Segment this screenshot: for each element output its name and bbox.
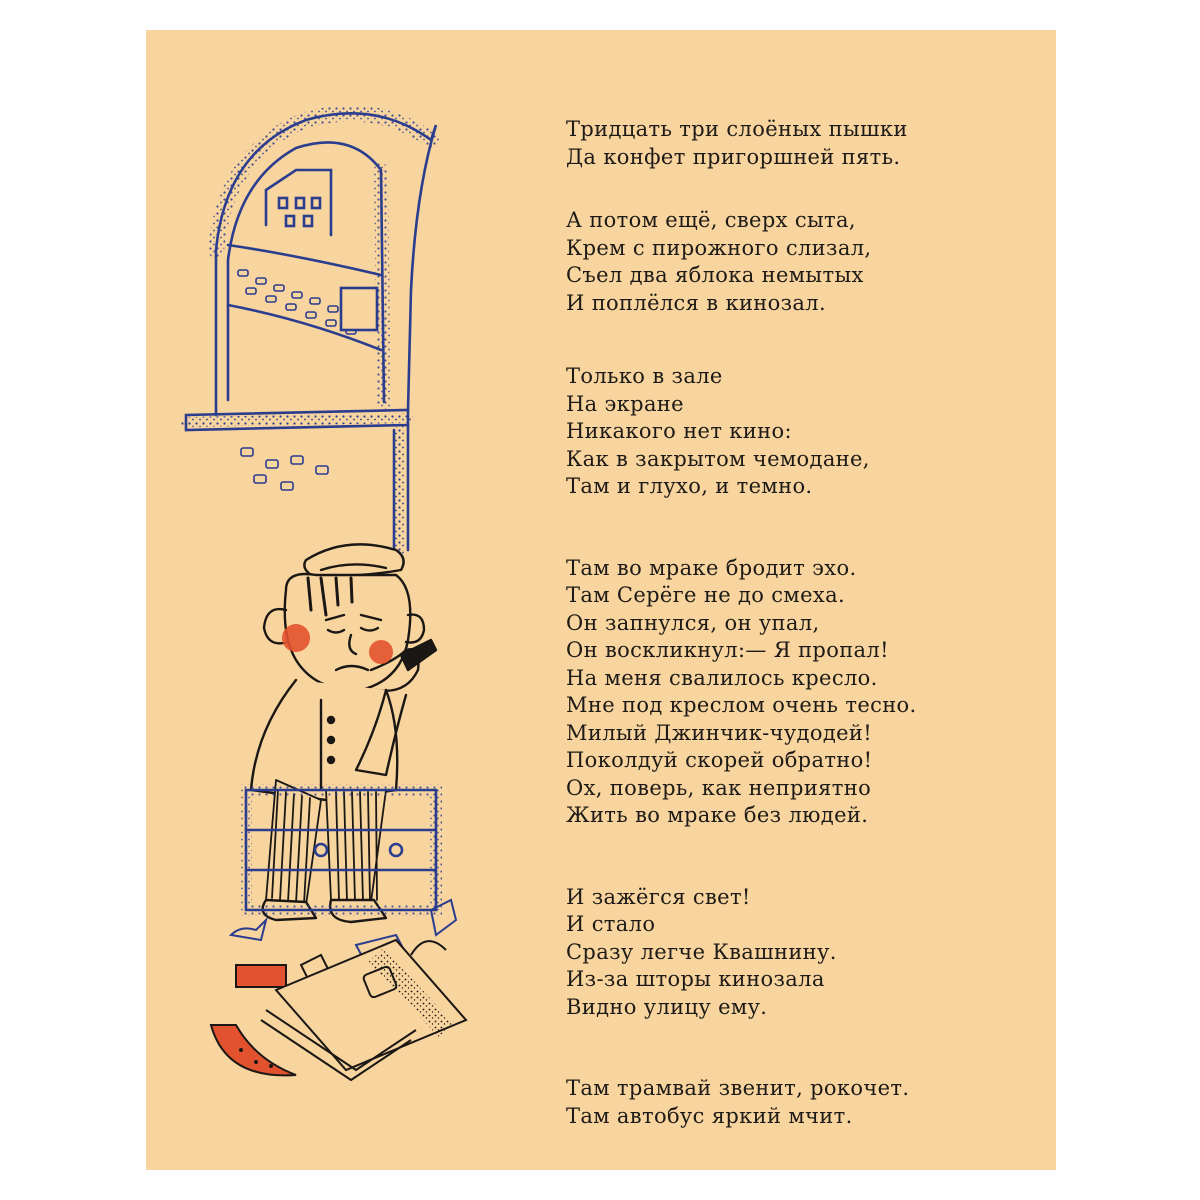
right-cheek — [369, 640, 393, 664]
book-page — [146, 30, 1056, 1170]
poem-line: На экране — [566, 391, 684, 416]
poem-line: И поплёлся в кинозал. — [566, 290, 827, 315]
poem-line: Мне под креслом очень тесно. — [566, 693, 917, 717]
poem-line: На меня свалилось кресло. — [566, 665, 878, 690]
poem-line: Он воскликнул:— Я пропал! — [566, 638, 889, 662]
poem-line: Из-за шторы кинозала — [566, 967, 825, 991]
poem-line: И стало — [566, 912, 656, 936]
poem-line: Да конфет пригоршней пять. — [566, 144, 901, 169]
poem-line: Никакого нет кино: — [566, 419, 792, 443]
poem-line: Жить во мраке без людей. — [566, 803, 869, 827]
poem-line: Съел два яблока немытых — [566, 263, 864, 287]
poem-line: Поколдуй скорей обратно! — [566, 748, 873, 772]
poem-line: Милый Джинчик-чудодей! — [566, 720, 873, 745]
boy-figure — [251, 544, 436, 922]
poem-line: Там Серёге не до смеха. — [566, 583, 845, 607]
poem-line: Сразу легче Квашнину. — [566, 939, 837, 964]
stanza-2 — [566, 207, 1036, 317]
stanza-6 — [566, 1075, 1036, 1130]
stanza-3 — [566, 363, 1036, 501]
poem-line: Он запнулся, он упал, — [566, 610, 820, 635]
left-cheek — [282, 624, 310, 652]
archway-drawing — [186, 113, 436, 550]
stanza-4 — [566, 555, 1036, 830]
poem-line: Там и глухо, и темно. — [566, 474, 813, 498]
poem-line: Тридцать три слоёных пышки — [566, 117, 908, 141]
poem-text — [566, 116, 1036, 1130]
poem-line: Только в зале — [566, 364, 723, 388]
floor-items — [231, 900, 466, 1080]
poem-line: Там автобус яркий мчит. — [566, 1103, 853, 1128]
poem-line: А потом ещё, сверх сыта, — [566, 208, 856, 232]
poem-line: Видно улицу ему. — [566, 994, 768, 1019]
poem-line: И зажёгся свет! — [566, 884, 751, 909]
poem-line: Как в закрытом чемодане, — [566, 446, 870, 471]
poem-line: Ох, поверь, как неприятно — [566, 775, 872, 800]
stanza-1 — [566, 116, 1036, 171]
stanza-5 — [566, 884, 1036, 1022]
poem-line: Крем с пирожного слизал, — [566, 235, 872, 260]
poem-line: Там во мраке бродит эхо. — [566, 555, 857, 580]
poem-line: Там трамвай звенит, рокочет. — [566, 1076, 910, 1100]
watermelon-slice — [211, 1025, 296, 1075]
